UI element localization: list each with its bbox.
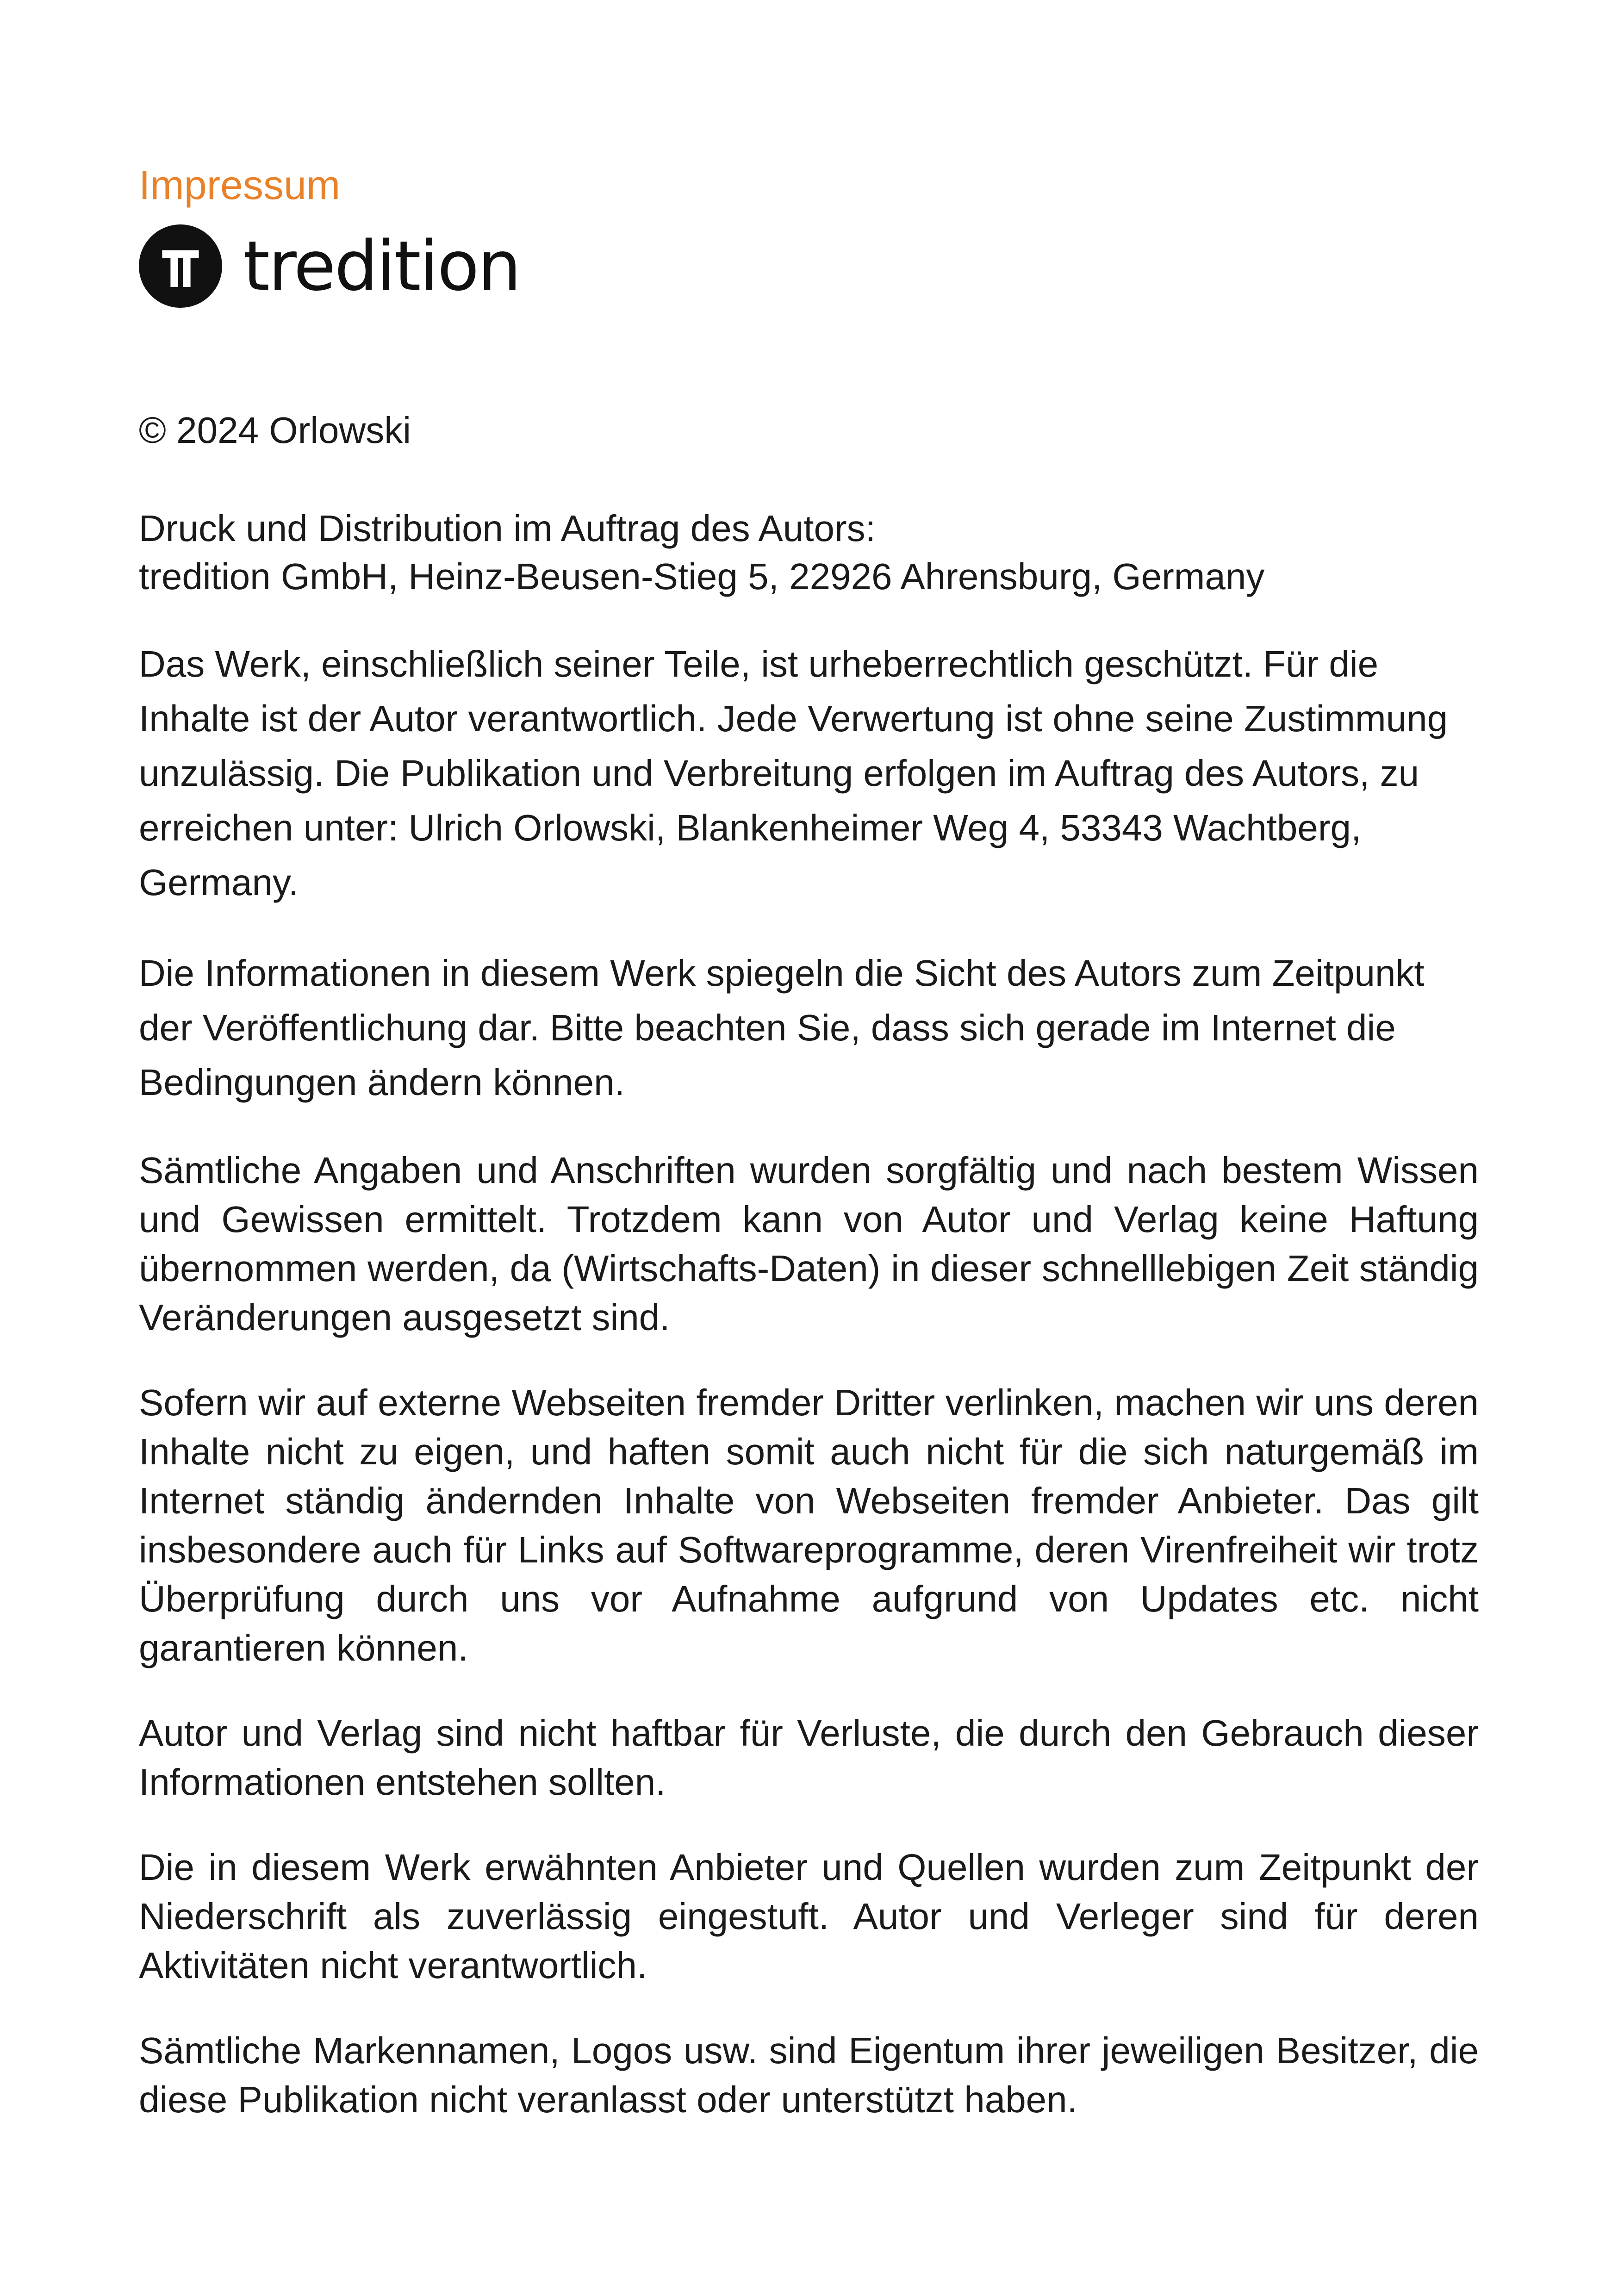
copyright-notice-paragraph: Das Werk, einschließlich seiner Teile, ist urheberrechtlich geschützt. Für die Inhalte ist der Autor verantwortlich. Jede Verwertung ist ohne seine Zustimmung unzulässig. Die Publikation und Verbreitung erfolgen im Auftrag des Autors, zu erreichen unter: Ulrich Orlowski, Blankenheimer Weg 4, 53343 Wachtberg, Germany. (139, 643, 1448, 903)
publisher-address: tredition GmbH, Heinz-Beusen-Stieg 5, 22926 Ahrensburg, Germany (139, 556, 1265, 597)
page-title: Impressum (139, 162, 341, 208)
publisher-block (139, 504, 1479, 601)
accuracy-disclaimer-paragraph: Sämtliche Angaben und Anschriften wurden sorgfältig und nach bestem Wissen und Gewissen ermittelt. Trotzdem kann von Autor und Verlag keine Haftung übernommen werden, da (Wirtschafts-Daten) in dieser schnelllebigen Zeit ständig Veränderungen ausgesetzt sind. (139, 1150, 1479, 1338)
brand-name: tredition (243, 226, 520, 306)
publisher-logo (139, 222, 1479, 310)
publisher-line-1: Druck und Distribution im Auftrag des Autors: (139, 508, 876, 549)
liability-paragraph: Autor und Verlag sind nicht haftbar für Verluste, die durch den Gebrauch dieser Informationen entstehen sollten. (139, 1712, 1479, 1803)
trademarks-paragraph: Sämtliche Markennamen, Logos usw. sind Eigentum ihrer jeweiligen Besitzer, die diese Publikation nicht veranlasst oder unterstützt haben. (139, 2030, 1479, 2120)
imprint-page (139, 162, 1479, 2160)
copyright-line: © 2024 Orlowski (139, 410, 411, 451)
information-disclaimer-paragraph: Die Informationen in diesem Werk spiegeln die Sicht des Autors zum Zeitpunkt der Veröffentlichung dar. Bitte beachten Sie, dass sich gerade im Internet die Bedingungen ändern können. (139, 952, 1425, 1103)
tredition-logo-icon (139, 224, 222, 308)
sources-paragraph: Die in diesem Werk erwähnten Anbieter und Quellen wurden zum Zeitpunkt der Niederschrift als zuverlässig eingestuft. Autor und Verleger sind für deren Aktivitäten nicht verantwortlich. (139, 1847, 1479, 1986)
external-links-paragraph: Sofern wir auf externe Webseiten fremder Dritter verlinken, machen wir uns deren Inhalte nicht zu eigen, und haften somit auch nicht für die sich naturgemäß im Internet ständig ändernden Inhalte von Webseiten fremder Anbieter. Das gilt insbesondere auch für Links auf Softwareprogramme, deren Virenfreiheit wir trotz Überprüfung durch uns vor Aufnahme aufgrund von Updates etc. nicht garantieren können. (139, 1382, 1479, 1668)
